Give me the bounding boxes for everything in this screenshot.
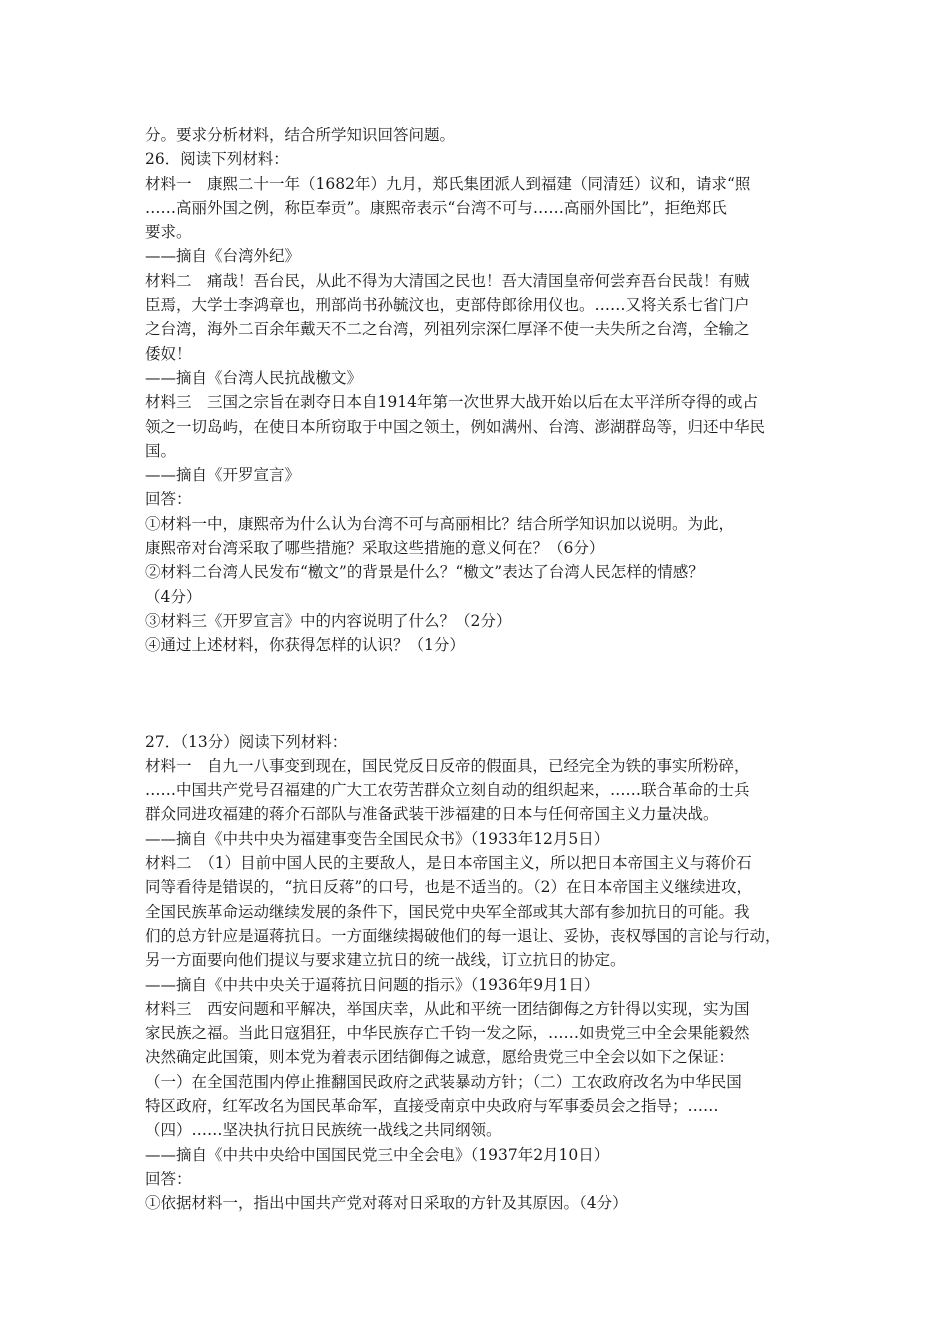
source-citation: ——摘自《中共中央关于逼蒋抗日问题的指示》（1936年9月1日） (145, 975, 600, 994)
document-page (145, 123, 825, 1215)
text-line: 特区政府，红军改名为国民革命军，直接受南京中央政府与军事委员会之指导；…… (145, 1096, 719, 1115)
question-item: ③材料三《开罗宣言》中的内容说明了什么？（2分） (145, 611, 512, 630)
text-line: 材料三 西安问题和平解决，举国庆幸，从此和平统一团结御侮之方针得以实现，实为国 (145, 999, 750, 1018)
text-line: 决然确定此国策，则本党为着表示团结御侮之诚意，愿给贵党三中全会以如下之保证： (145, 1048, 735, 1067)
text-line: 家民族之福。当此日寇猖狂，中华民族存亡千钧一发之际，……如贵党三中全会果能毅然 (145, 1024, 750, 1043)
source-citation: ——摘自《台湾人民抗战檄文》 (145, 368, 363, 387)
question-item: 康熙帝对台湾采取了哪些措施？采取这些措施的意义何在？（6分） (145, 539, 605, 558)
question-27-block (145, 730, 825, 1216)
question-item: （4分） (145, 587, 202, 606)
text-line: 要求。 (145, 223, 192, 242)
text-line: 另一方面要向他们提议与要求建立抗日的统一战线，订立抗日的协定。 (145, 951, 626, 970)
text-line: 材料二 （1）目前中国人民的主要敌人，是日本帝国主义，所以把日本帝国主义与蒋价石 (145, 854, 752, 873)
source-citation: ——摘自《中共中央给中国国民党三中全会电》（1937年2月10日） (145, 1145, 610, 1164)
text-line: 材料二 痛哉！吾台民，从此不得为大清国之民也！吾大清国皇帝何尝弃吾台民哉！有贼 (145, 271, 750, 290)
answer-heading: 回答： (145, 490, 192, 509)
text-line: （四）……坚决执行抗日民族统一战线之共同纲领。 (145, 1121, 502, 1140)
text-line: （一）在全国范围内停止推翻国民政府之武装暴动方针；（二）工农政府改名为中华民国 (145, 1072, 742, 1091)
text-line: ……高丽外国之例，称臣奉贡”。康熙帝表示“台湾不可与……高丽外国比”，拒绝郑氏 (145, 198, 727, 217)
source-citation: ——摘自《台湾外纪》 (145, 247, 301, 266)
text-line: 领之一切岛屿，在使日本所窃取于中国之领土，例如满州、台湾、澎湖群岛等，归还中华民 (145, 417, 766, 436)
text-line: 材料一 自九一八事变到现在，国民党反日反帝的假面具，已经完全为铁的事实所粉碎， (145, 756, 750, 775)
section-spacer (145, 658, 825, 730)
text-line: 们的总方针应是逼蒋抗日。一方面继续揭破他们的每一退让、妥协，丧权辱国的言论与行动， (145, 926, 781, 945)
text-line: 材料三 三国之宗旨在剥夺日本自1914年第一次世界大战开始以后在太平洋所夺得的或占 (145, 393, 758, 412)
text-line: 之台湾，海外二百余年戴天不二之台湾，列祖列宗深仁厚泽不使一夫失所之台湾，全输之 (145, 320, 750, 339)
text-line: 同等看待是错误的，“抗日反蒋”的口号，也是不适当的。（2）在日本帝国主义继续进攻， (145, 878, 752, 897)
question-item: ①材料一中，康熙帝为什么认为台湾不可与高丽相比？结合所学知识加以说明。为此， (145, 514, 735, 533)
answer-heading: 回答： (145, 1169, 192, 1188)
question-item: ①依据材料一，指出中国共产党对蒋对日采取的方针及其原因。（4分） (145, 1194, 628, 1213)
question-26-block (145, 123, 825, 658)
source-citation: ——摘自《开罗宣言》 (145, 466, 301, 485)
text-line: 材料一 康熙二十一年（1682年）九月，郑氏集团派人到福建（同清廷）议和，请求“照 (145, 174, 751, 193)
text-line: 群众同进攻福建的蒋介石部队与准备武装干涉福建的日本与任何帝国主义力量决战。 (145, 805, 719, 824)
text-line: 国。 (145, 441, 177, 460)
question-27-heading: 27．（13分）阅读下列材料： (145, 732, 348, 751)
question-item: ②材料二台湾人民发布“檄文”的背景是什么？“檄文”表达了台湾人民怎样的情感？ (145, 563, 704, 582)
text-line: 全国民族革命运动继续发展的条件下，国民党中央军全部或其大部有参加抗日的可能。我 (145, 902, 750, 921)
question-item: ④通过上述材料，你获得怎样的认识？（1分） (145, 636, 465, 655)
source-citation: ——摘自《中共中央为福建事变告全国民众书》（1933年12月5日） (145, 829, 610, 848)
question-26-heading: 26．阅读下列材料： (145, 150, 289, 169)
text-line: 臣焉，大学士李鸿章也，刑部尚书孙毓汶也，吏部侍郎徐用仪也。……又将关系七省门户 (145, 296, 750, 315)
text-line: 分。要求分析材料，结合所学知识回答问题。 (145, 126, 456, 144)
text-line: 倭奴！ (145, 344, 192, 363)
text-line: ……中国共产党号召福建的广大工农劳苦群众立刻自动的组织起来，……联合革命的士兵 (145, 781, 750, 800)
